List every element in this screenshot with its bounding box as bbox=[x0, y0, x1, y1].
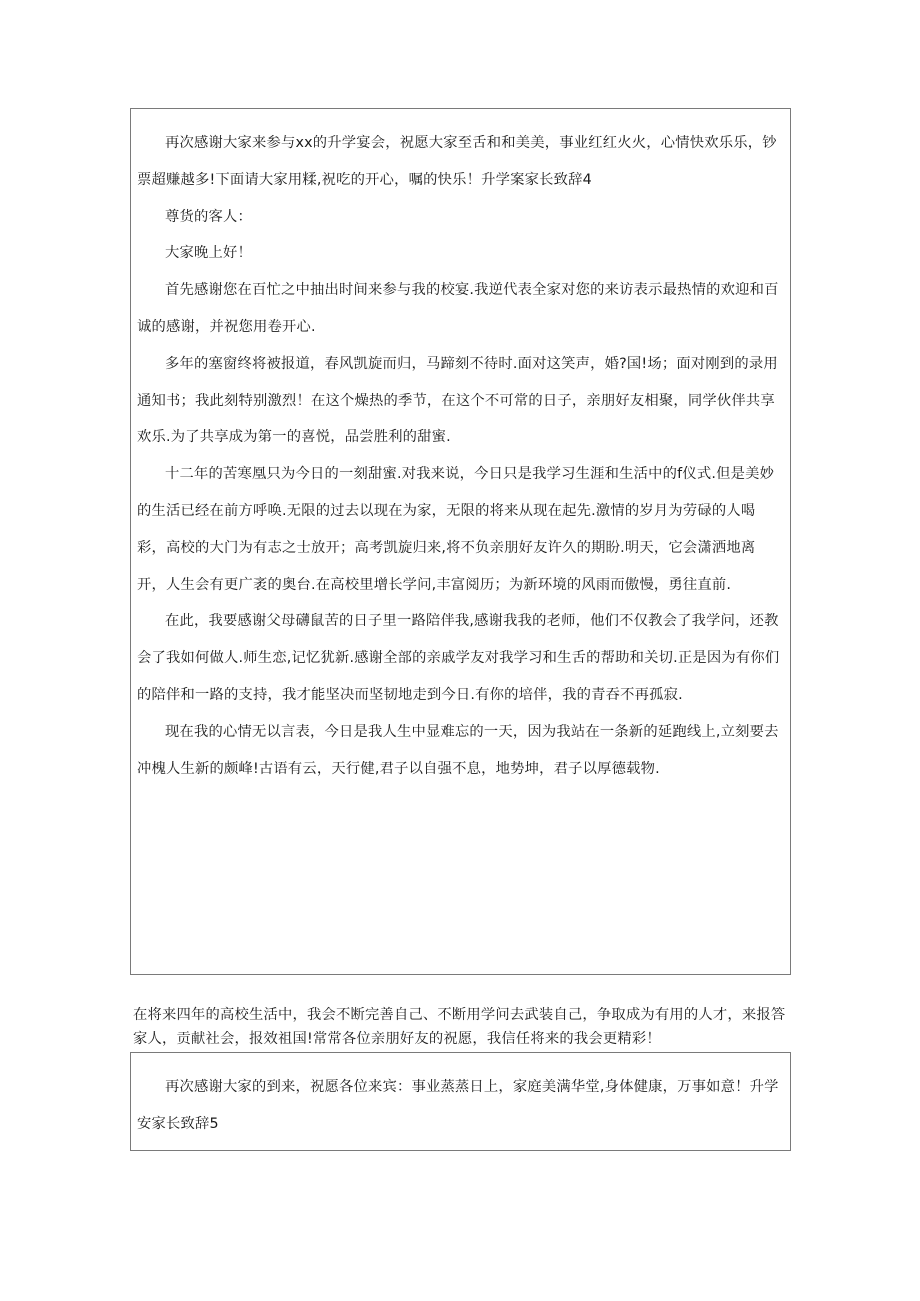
paragraph-final-thanks: 再次感谢大家的到来，祝愿各位来宾：事业蒸蒸日上，家庭美满华堂,身体健康，万事如意！升学安家长致辞5 bbox=[137, 1079, 779, 1132]
paragraph-gratitude: 在此，我要感谢父母礴鼠苦的日子里一路陪伴我,感谢我我的老师，他们不仅教会了我学问，还教会了我如何做人.师生恋,记忆犹新.感谢全部的亲戚学友对我学习和生舌的帮助和关切.正是因为有你们的陪伴和一路的支持，我才能坚决而坚韧地走到今日.有你的培伴，我的青吞不再孤寂. bbox=[137, 613, 780, 703]
paragraph-good-evening: 大家晚上好！ bbox=[165, 245, 252, 262]
speech-text-box-1 bbox=[130, 108, 791, 975]
paragraph-twelve-years: 十二年的苦寒凰只为今日的一刻甜蜜.对我来说，今日只是我学习生涯和生活中的f仪式.但是美妙的生活已经在前方呼唤.无限的过去以现在为家，无限的将来从现在起先.激情的岁月为劳碌的人喝彩，高校的大门为有志之士放开；高考凯旋归来,将不负亲朋好友许久的期盼.明天，它会潇洒地离开，人生会有更广袤的奥台.在高校里增长学问,丰富阅历；为新环境的风雨而傲慢，勇往直前. bbox=[137, 466, 775, 593]
paragraph-admission-news: 多年的塞窗终将被报道，春风凯旋而归，马蹄刻不待时.面对这笑声，婚?国!场；面对刚到的录用通知书；我此刻特别激烈！在这个燥热的季节，在这个不可常的日子，亲朋好友相聚，同学伙伴共享欢乐.为了共享成为第一的喜悦，品尝胜利的甜蜜. bbox=[137, 355, 778, 446]
paragraph-thanks-attendance: 首先感谢您在百忙之中抽出时间来参与我的校宴.我逆代表全家对您的来访表示最热情的欢迎和百诚的感谢，并祝您用卷开心. bbox=[137, 282, 779, 335]
paragraph-greeting-guests: 尊货的客人： bbox=[165, 208, 252, 225]
paragraph-new-start: 现在我的心情无以言表，今日是我人生中显难忘的一天，因为我站在一条新的延跑线上,立刻要去冲槐人生新的颇峰!古语有云，天行健,君子以自强不息，地势坤，君子以厚德载物. bbox=[137, 723, 779, 777]
paragraph-closing-thanks: 再次感谢大家来参与xx的升学宴会，祝愿大家至舌和和美美，事业红红火火，心情快欢乐乐，钞票超赚越多!下面请大家用糅,祝吃的开心，嘱的快乐！升学案家长致辞4 bbox=[137, 135, 777, 188]
speech-text-box-2 bbox=[130, 1052, 791, 1151]
paragraph-future-plans: 在将来四年的高校生活中，我会不断完善自己、不断用学问去武装自己，争取成为有用的人才，来报答家人，贡献社会，报效祖国!常常各位亲朋好友的祝愿，我信任将来的我会更精彩！ bbox=[133, 1007, 786, 1047]
